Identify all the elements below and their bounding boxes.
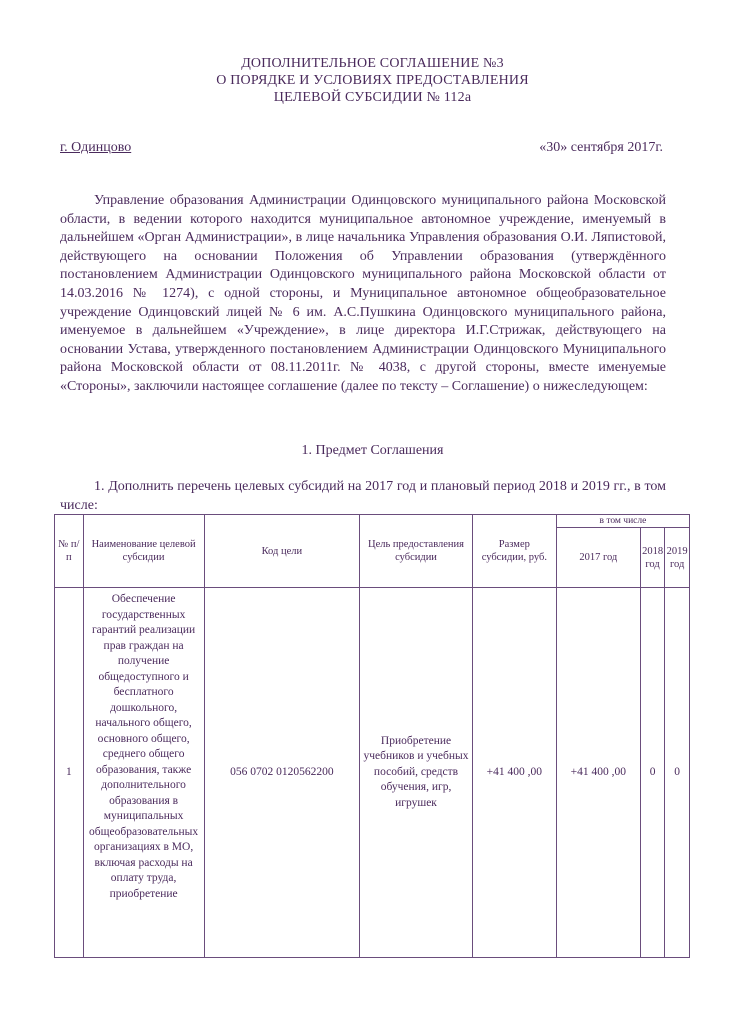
section-title: 1. Предмет Соглашения (301, 443, 444, 458)
header-name: Наименование целевой субсидии (83, 515, 204, 588)
table-row (55, 588, 690, 958)
intro-paragraph: Управление образования Администрации Одинцовского муниципального района Московской области, в ведении которого находится муниципальное автономное учреждение, именуемый в дальнейшем «Орган Администрации», в лице начальника Управления образования О.И. Ляпистовой, действующего на основании Положения об Управлении образования (утверждённого постановлением Администрации Одинцовского муниципального района Московской области от 14.03.2016 № 1274), с одной стороны, и Муниципальное автономное общеобразовательное учреждение Одинцовский лицей № 6 им. А.С.Пушкина Одинцовского муниципального района, именуемое в дальнейшем «Учреждение», в лице директора И.Г.Стрижак, действующего на основании Устава, утвержденного постановлением Администрации Одинцовского Муниципального района Московской области от 08.11.2011г. № 4038, с другой стороны, вместе именуемые «Стороны», заключили настоящее соглашение (далее по тексту – Соглашение) о нижеследующем: (60, 193, 666, 394)
header-purpose: Цель предоставления субсидии (360, 515, 473, 588)
cell-2017: +41 400 ,00 (556, 588, 640, 958)
title-line-2: О ПОРЯДКЕ И УСЛОВИЯХ ПРЕДОСТАВЛЕНИЯ (216, 73, 529, 88)
header-2018: 2018 год (640, 528, 665, 588)
cell-amount: +41 400 ,00 (472, 588, 556, 958)
table-header-row (55, 515, 690, 528)
place-of-signing: г. Одинцово (60, 140, 132, 155)
clause-1: 1. Дополнить перечень целевых субсидий на 2017 год и плановый период 2018 и 2019 гг., в том числе: (60, 479, 666, 513)
title-line-1: ДОПОЛНИТЕЛЬНОЕ СОГЛАШЕНИЕ №3 (241, 56, 504, 71)
title-line-3: ЦЕЛЕВОЙ СУБСИДИИ № 112а (273, 90, 472, 105)
document-title (0, 55, 745, 106)
header-amount: Размер субсидии, руб. (472, 515, 556, 588)
agreement-date: «30» сентября 2017г. (539, 140, 663, 155)
header-2017: 2017 год (556, 528, 640, 588)
cell-purpose: Приобретение учебников и учебных пособий, средств обучения, игр, игрушек (360, 588, 473, 958)
cell-num: 1 (55, 588, 84, 958)
cell-code: 056 0702 0120562200 (204, 588, 360, 958)
header-num: № п/п (55, 515, 84, 588)
cell-2019: 0 (665, 588, 690, 958)
header-including: в том числе (556, 515, 689, 528)
header-2019: 2019 год (665, 528, 690, 588)
cell-name: Обеспечение государственных гарантий реализации прав граждан на получение общедоступного и бесплатного дошкольного, начального общего, основного общего, среднего общего образования, также дополнительного образования в муниципальных общеобразовательных организациях в МО, включая расходы на оплату труда, приобретение (83, 588, 204, 958)
subsidy-table (54, 514, 690, 958)
header-code: Код цели (204, 515, 360, 588)
cell-2018: 0 (640, 588, 665, 958)
